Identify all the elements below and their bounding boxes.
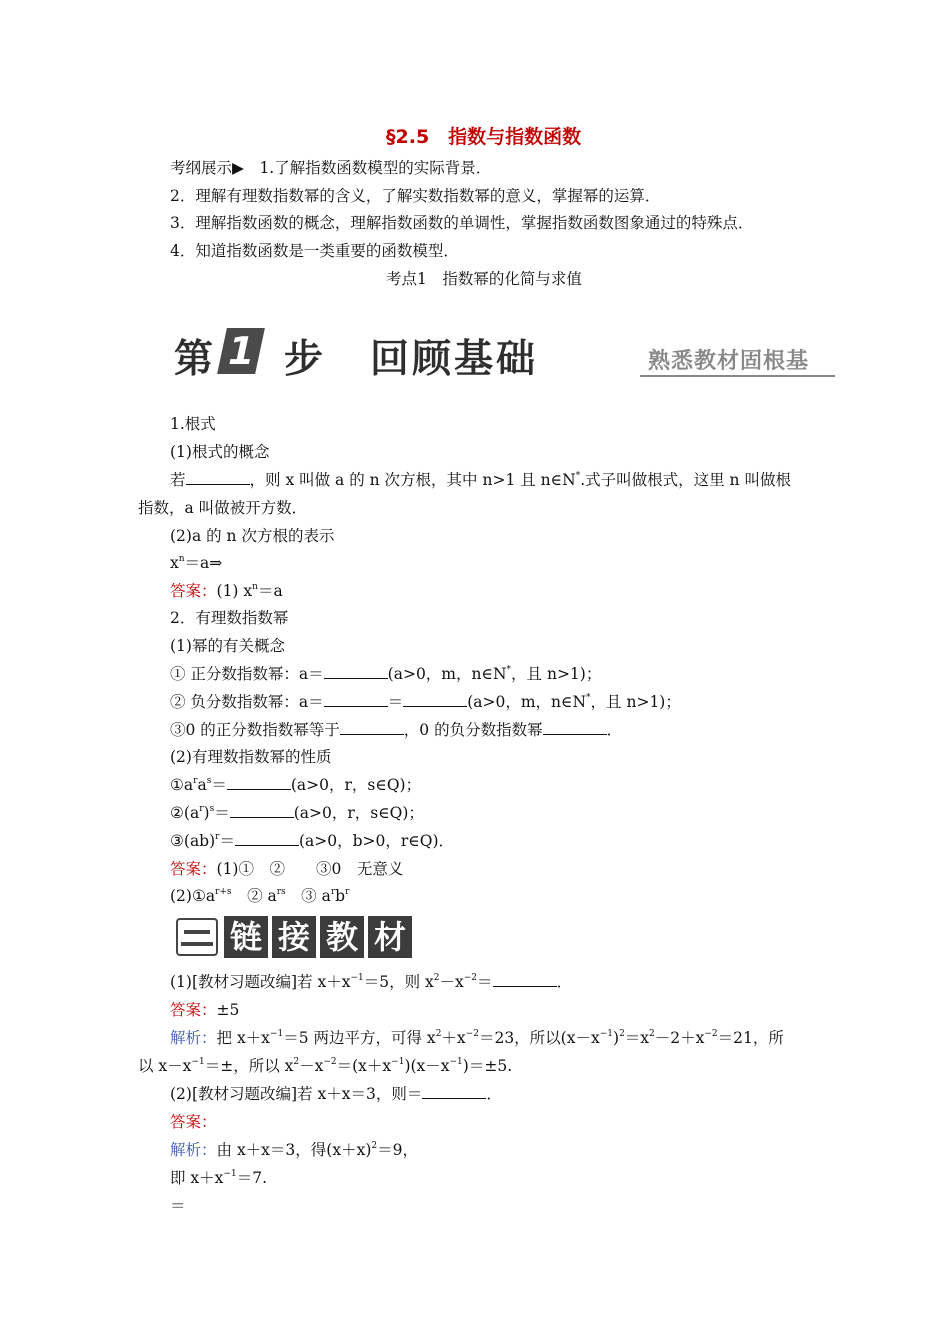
text: ＝(x＋x xyxy=(336,1057,392,1075)
text: ② a xyxy=(231,887,277,905)
link-textbook-banner xyxy=(176,914,416,960)
two-lines-icon xyxy=(176,918,218,956)
outline-label: 考纲展示▶ xyxy=(170,159,244,177)
superscript: r xyxy=(345,886,350,897)
superscript: −1 xyxy=(269,1028,284,1039)
radical-definition-cont: 指数，a 叫做被开方数． xyxy=(138,499,308,517)
text: ＝ xyxy=(219,832,235,850)
answer-1 xyxy=(170,581,283,601)
text: －x xyxy=(299,1057,324,1075)
page-title: §2.5 指数与指数函数 xyxy=(386,126,582,148)
text: (1)[教材习题改编]若 x＋x xyxy=(170,973,351,991)
property-3 xyxy=(170,831,454,851)
negative-fractional-power xyxy=(170,692,681,712)
question-2 xyxy=(170,1084,502,1104)
text: ＝ xyxy=(211,776,227,794)
step-banner xyxy=(170,322,835,384)
superscript: −1 xyxy=(191,1056,205,1067)
fill-blank[interactable] xyxy=(235,833,299,846)
answer-4 xyxy=(170,1112,217,1132)
heading-root-representation: (2)a 的 n 次方根的表示 xyxy=(170,527,335,545)
text: ②(a xyxy=(170,804,200,822)
heading-power-properties: (2)有理数指数幂的性质 xyxy=(170,748,332,766)
step-prefix: 第 xyxy=(174,337,216,382)
solution-label: 解析： xyxy=(170,1029,217,1047)
text: ＝9， xyxy=(377,1141,418,1159)
fill-blank[interactable] xyxy=(324,666,388,679)
text: －2＋x xyxy=(654,1029,705,1047)
superscript: * xyxy=(575,470,581,481)
text: 由 x＋x＝3，得(x＋x) xyxy=(216,1141,372,1159)
text: ＝ xyxy=(387,693,404,711)
text: ＝5 两边平方，可得 x xyxy=(283,1029,436,1047)
text: (a>0，r，s∈Q)； xyxy=(293,804,424,822)
fill-blank[interactable] xyxy=(227,777,291,790)
superscript: r xyxy=(199,803,204,814)
fill-blank[interactable] xyxy=(543,722,607,735)
superscript: −2 xyxy=(704,1028,718,1039)
superscript: −2 xyxy=(463,972,478,983)
heading-radical-concept: (1)根式的概念 xyxy=(170,443,270,461)
fill-blank[interactable] xyxy=(340,722,404,735)
superscript: 2 xyxy=(371,1140,378,1151)
banner-char: 链 xyxy=(224,916,268,958)
text: ＝23，所以(x－x xyxy=(478,1029,600,1047)
step-rule xyxy=(640,375,835,377)
text: ＝ xyxy=(477,973,493,991)
solution-1 xyxy=(170,1028,784,1048)
step-number: 1 xyxy=(217,328,265,374)
superscript: r xyxy=(215,831,220,842)
text: x xyxy=(170,554,179,572)
text: ＝21，所 xyxy=(717,1029,784,1047)
heading-power-concepts: (1)幂的有关概念 xyxy=(170,637,285,655)
text: 若 xyxy=(170,471,186,489)
question-1 xyxy=(170,972,572,992)
superscript: 2 xyxy=(435,1028,442,1039)
text: ＝ xyxy=(214,804,230,822)
root-representation xyxy=(170,553,222,573)
property-2 xyxy=(170,803,424,823)
answer-label: 答案： xyxy=(170,1113,217,1131)
answer-label: 答案： xyxy=(170,582,217,600)
text: ． xyxy=(606,721,623,739)
text: (2)①a xyxy=(170,887,216,905)
fill-blank[interactable] xyxy=(493,974,557,987)
text: b xyxy=(335,887,346,905)
heading-rational-power: 2．有理数指数幂 xyxy=(170,609,289,627)
text: ． xyxy=(556,973,573,991)
superscript: −1 xyxy=(599,1028,613,1039)
solution-2 xyxy=(170,1140,418,1160)
text: 即 x＋x xyxy=(170,1169,224,1187)
banner-char: 教 xyxy=(320,916,364,958)
fill-blank[interactable] xyxy=(324,694,388,707)
text: (a>0，b>0，r∈Q)． xyxy=(298,832,455,850)
text: (a>0，m，n∈N xyxy=(387,665,507,683)
property-1 xyxy=(170,775,421,795)
banner-char: 材 xyxy=(368,916,412,958)
answer-label: 答案： xyxy=(170,1001,217,1019)
text: ±5 xyxy=(216,1001,240,1019)
superscript: s xyxy=(206,775,212,786)
fill-blank[interactable] xyxy=(186,472,250,485)
solution-1-cont xyxy=(138,1056,512,1076)
superscript: 2 xyxy=(619,1028,625,1039)
zero-power xyxy=(170,720,622,740)
section-heading: 考点1 指数幂的化简与求值 xyxy=(386,270,582,288)
text: a xyxy=(197,776,207,794)
superscript: r+s xyxy=(215,886,232,897)
text: ＝±，所以 x xyxy=(204,1057,294,1075)
outline-item-3: 3．理解指数函数的概念，理解指数函数的单调性，掌握指数函数图象通过的特殊点． xyxy=(170,214,754,232)
text: ③(ab) xyxy=(170,832,216,850)
text: (2)[教材习题改编]若 x＋x＝3，则＝ xyxy=(170,1085,423,1103)
superscript: −2 xyxy=(465,1028,479,1039)
text: (1) x xyxy=(216,582,253,600)
text: )＝±5. xyxy=(462,1057,513,1075)
text: ① 正分数指数幂：a＝ xyxy=(170,665,324,683)
text: ＋x xyxy=(441,1029,466,1047)
superscript: 2 xyxy=(293,1056,300,1067)
answer-2-cont xyxy=(170,886,349,906)
answer-3 xyxy=(170,1000,239,1020)
superscript: r xyxy=(193,775,198,786)
text: ③0 的正分数指数幂等于 xyxy=(170,721,340,739)
radical-definition xyxy=(170,470,791,490)
answer-label: 答案： xyxy=(170,860,217,878)
text: .式子叫做根式，这里 n 叫做根 xyxy=(580,471,791,489)
text: ＝a⇒ xyxy=(184,554,223,572)
outline-item-4: 4．知道指数函数是一类重要的函数模型． xyxy=(170,242,459,260)
step-subtitle: 熟悉教材固根基 xyxy=(648,349,810,374)
superscript: −1 xyxy=(350,972,364,983)
superscript: −2 xyxy=(323,1056,337,1067)
answer-2 xyxy=(170,859,403,879)
text: 以 x－x xyxy=(138,1057,192,1075)
text: (1)① ② ③0 无意义 xyxy=(216,860,404,878)
text: ) xyxy=(613,1029,620,1047)
text: ② 负分数指数幂：a＝ xyxy=(170,693,324,711)
text: ＝5，则 x xyxy=(363,973,434,991)
superscript: n xyxy=(178,553,185,564)
text: ＝a xyxy=(257,582,283,600)
text: ＝x xyxy=(624,1029,650,1047)
text: ，0 的负分数指数幂 xyxy=(403,721,543,739)
superscript: * xyxy=(586,692,591,703)
text: )(x－x xyxy=(404,1057,450,1075)
text: ，且 n>1)； xyxy=(590,693,681,711)
text: ＝7. xyxy=(236,1169,267,1187)
superscript: r xyxy=(330,886,336,897)
superscript: * xyxy=(506,664,512,675)
outline-text: 1.了解指数函数模型的实际背景． xyxy=(259,159,492,177)
fill-blank[interactable] xyxy=(403,694,467,707)
text: 把 x＋x xyxy=(216,1029,270,1047)
step-title: 回顾基础 xyxy=(370,337,539,382)
superscript: 2 xyxy=(433,972,440,983)
heading-radical: 1.根式 xyxy=(170,415,216,433)
text: ③ a xyxy=(285,887,331,905)
fill-blank[interactable] xyxy=(422,1086,486,1099)
banner-char: 接 xyxy=(272,916,316,958)
text: ，且 n>1)； xyxy=(511,665,602,683)
text: ①a xyxy=(170,776,194,794)
text: －x xyxy=(439,973,464,991)
superscript: rs xyxy=(276,886,286,897)
text: (a>0，r，s∈Q)； xyxy=(290,776,422,794)
superscript: −1 xyxy=(449,1056,463,1067)
superscript: n xyxy=(252,581,258,592)
step-word: 步 xyxy=(284,337,324,382)
superscript: −1 xyxy=(223,1168,237,1179)
solution-2-step xyxy=(170,1168,267,1188)
superscript: s xyxy=(209,803,215,814)
positive-fractional-power xyxy=(170,664,601,684)
text: (a>0，m，n∈N xyxy=(467,693,587,711)
superscript: −1 xyxy=(391,1056,405,1067)
solution-2-end: ＝ xyxy=(170,1197,186,1215)
solution-label: 解析： xyxy=(170,1141,217,1159)
fill-blank[interactable] xyxy=(230,805,294,818)
text: ． xyxy=(486,1085,502,1103)
outline-item-1 xyxy=(170,158,491,178)
text: ) xyxy=(203,804,210,822)
superscript: 2 xyxy=(649,1028,655,1039)
text: ，则 x 叫做 a 的 n 次方根，其中 n>1 且 n∈N xyxy=(249,471,576,489)
outline-item-2: 2．理解有理数指数幂的含义，了解实数指数幂的意义，掌握幂的运算． xyxy=(170,187,661,205)
